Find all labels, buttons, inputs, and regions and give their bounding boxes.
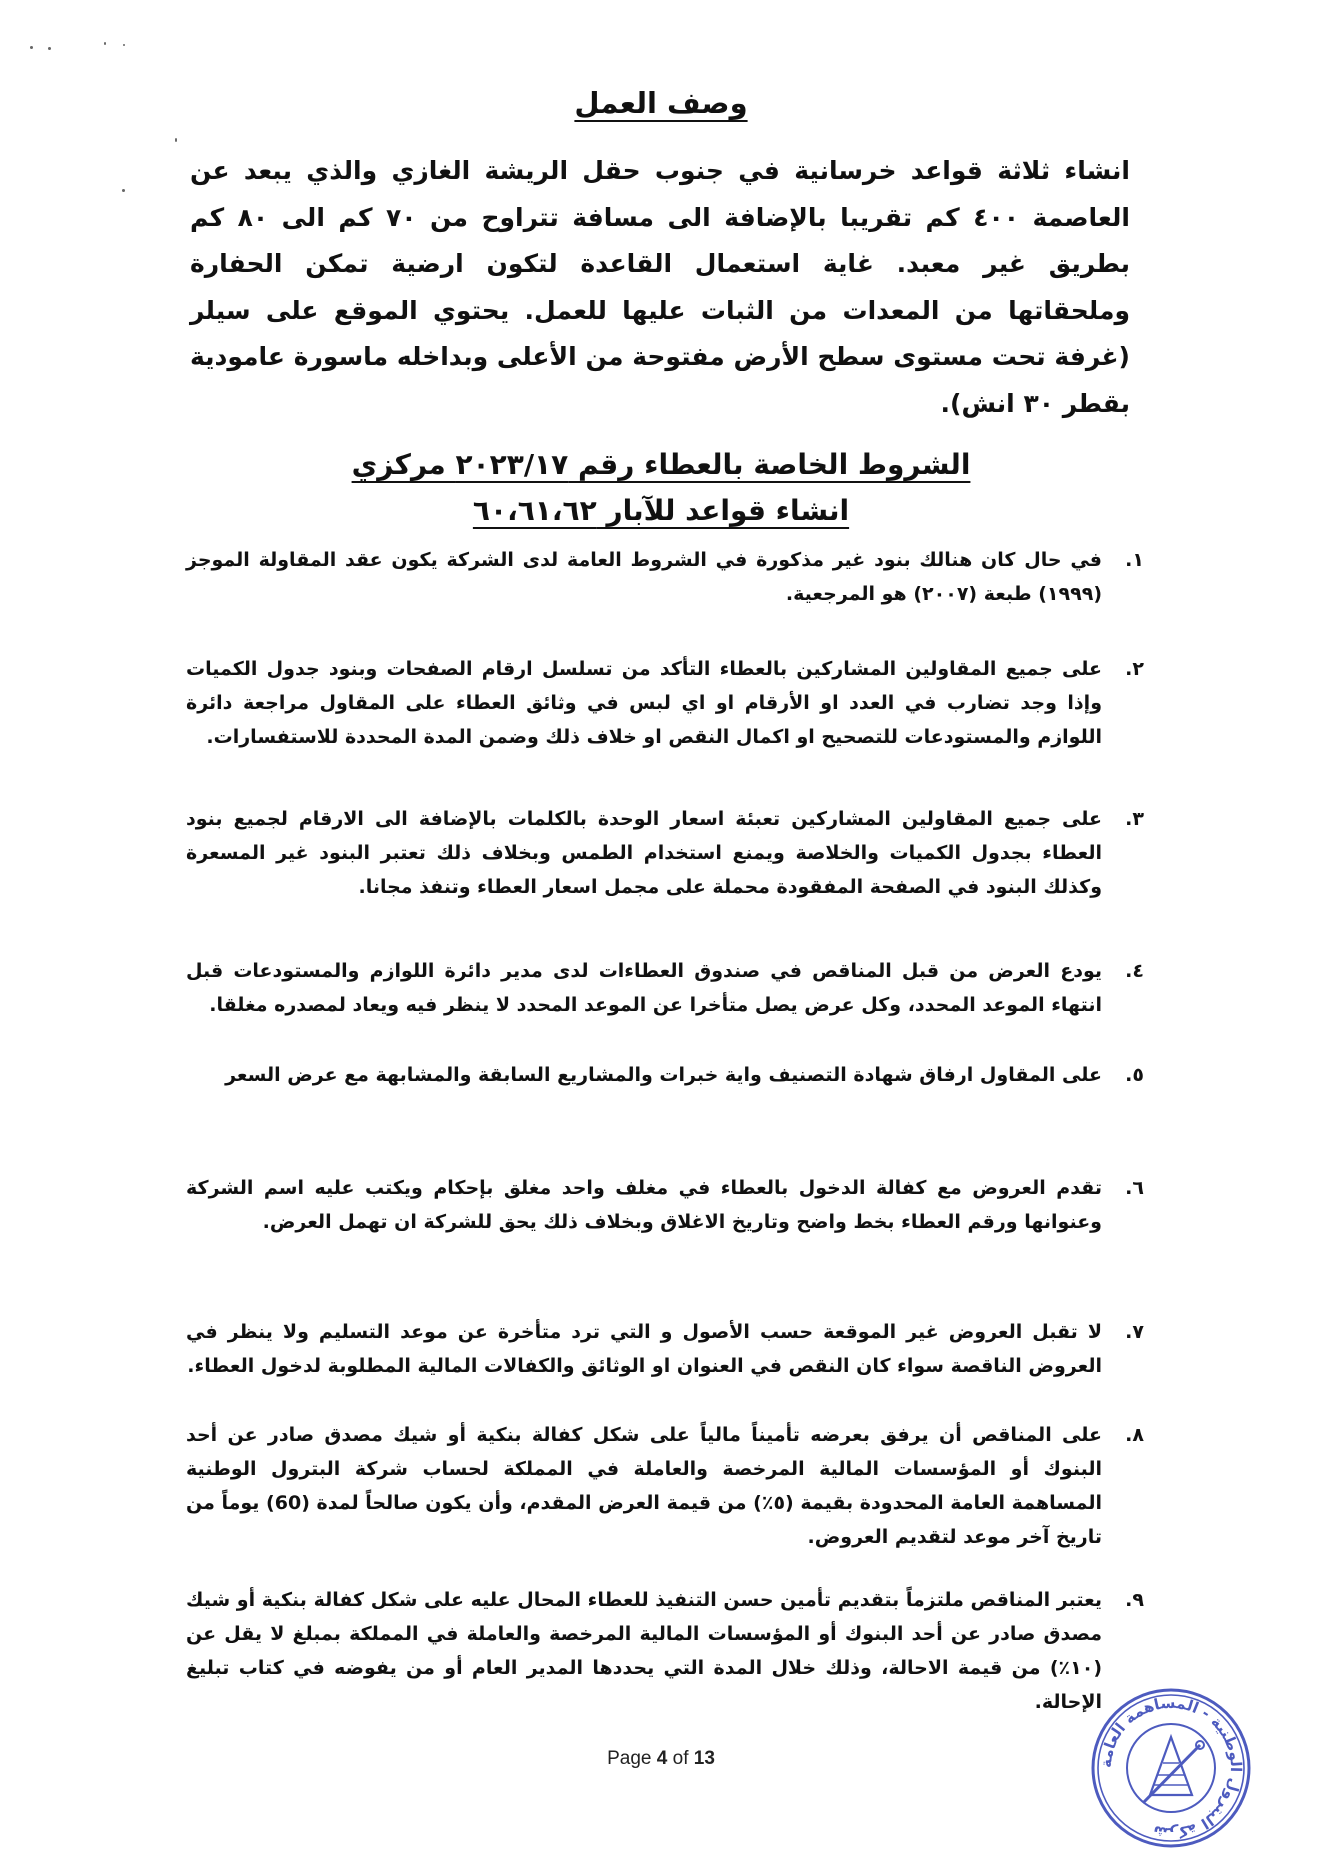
clause-number: ٥. (1125, 1064, 1144, 1086)
clause-number: ٧. (1125, 1321, 1144, 1343)
clause-number: ٦. (1125, 1177, 1144, 1199)
clause-item (186, 1058, 1144, 1092)
clause-text: في حال كان هنالك بنود غير مذكورة في الشروط العامة لدى الشركة يكون عقد المقاولة الموجز (١٩٩٩) طبعة (٢٠٠٧) هو المرجعية. (186, 549, 1102, 605)
seal-text: شركة البترول الوطنية - المساهمة العامة (1096, 1693, 1246, 1843)
clause-item (186, 1418, 1144, 1554)
company-seal-stamp (1088, 1685, 1254, 1851)
total-pages: 13 (693, 1748, 715, 1769)
current-page: 4 (656, 1748, 668, 1769)
clause-number: ٨. (1125, 1424, 1144, 1446)
clause-text: تقدم العروض مع كفالة الدخول بالعطاء في مغلف واحد مغلق بإحكام ويكتب عليه اسم الشركة وعنوانها ورقم العطاء بخط واضح وتاريخ الاغلاق وبخلاف ذلك يحق للشركة ان تهمل العرض. (186, 1177, 1102, 1233)
work-description-paragraph: انشاء ثلاثة قواعد خرسانية في جنوب حقل الريشة الغازي والذي يبعد عن العاصمة ٤٠٠ كم تقريبا بالإضافة الى مسافة تتراوح من ٧٠ كم الى ٨٠ كم بطريق غير معبد. غاية استعمال القاعدة لتكون ارضية تمكن الحفارة وملحقاتها من المعدات من الثبات عليها للعمل. يحتوي الموقع على سيلر (غرفة تحت مستوى سطح الأرض مفتوحة من الأعلى وبداخله ماسورة عامودية بقطر ٣٠ انش). (190, 156, 1130, 418)
clause-text: على جميع المقاولين المشاركين بالعطاء التأكد من تسلسل ارقام الصفحات وبنود جدول الكميات وإذا وجد تضارب في العدد او الأرقام او اي لبس في وثائق العطاء على المقاول مراجعة دائرة اللوازم والمستودعات للتصحيح او اكمال النقص او خلاف ذلك وضمن المدة المحددة للاستفسارات. (186, 658, 1102, 748)
clause-number: ١. (1125, 549, 1144, 571)
clause-text: على جميع المقاولين المشاركين تعبئة اسعار الوحدة بالكلمات بالإضافة الى الارقام لجميع بنود العطاء بجدول الكميات والخلاصة ويمنع استخدام الطمس وبخلاف ذلك تعتبر البنود غير المسعرة وكذلك البنود في الصفحة المفقودة محملة على مجمل اسعار العطاء وتنفذ مجانا. (186, 808, 1102, 898)
clause-item (186, 802, 1144, 904)
terms-subtitle: انشاء قواعد للآبار ٦٠،٦١،٦٢ (472, 494, 850, 527)
clause-number: ٢. (1125, 658, 1144, 680)
scan-speck (48, 47, 51, 50)
clause-number: ٩. (1125, 1589, 1144, 1611)
clause-item (186, 1171, 1144, 1239)
clause-item (186, 954, 1144, 1022)
clause-text: يودع العرض من قبل المناقص في صندوق العطاءات لدى مدير دائرة اللوازم والمستودعات قبل انتهاء الموعد المحدد، وكل عرض يصل متأخرا عن الموعد المحدد لا ينظر فيه ويعاد لمصدره مغلقا. (186, 960, 1102, 1016)
terms-title: الشروط الخاصة بالعطاء رقم ٢٠٢٣/١٧ مركزي (351, 448, 971, 481)
clause-text: يعتبر المناقص ملتزماً بتقديم تأمين حسن التنفيذ للعطاء المحال عليه على شكل كفالة بنكية أو شيك مصدق صادر عن أحد البنوك أو المؤسسات المالية المرخصة والعاملة في المملكة بمبلغ لا يقل عن (١٠٪) من قيمة الاحالة، وذلك خلال المدة التي يحددها المدير العام أو من يفوضه في كتاب تبليغ الإحالة. (186, 1589, 1102, 1713)
clause-item (186, 543, 1144, 611)
scan-speck (123, 44, 125, 46)
page-label: Page (607, 1748, 657, 1769)
scan-speck (122, 189, 125, 192)
clause-number: ٣. (1125, 808, 1144, 830)
clause-item (186, 1315, 1144, 1383)
clause-text: على المناقص أن يرفق بعرضه تأميناً مالياً على شكل كفالة بنكية أو شيك مصدق صادر عن أحد البنوك أو المؤسسات المالية المرخصة والعاملة في المملكة لحساب شركة البترول الوطنية المساهمة العامة المحدودة بقيمة (٥٪) من قيمة العرض المقدم، وأن يكون صالحاً لمدة (60) يوماً من تاريخ آخر موعد لتقديم العروض. (186, 1424, 1102, 1548)
scan-speck (104, 42, 106, 45)
clause-item (186, 1583, 1144, 1719)
page-of-label: of (667, 1748, 694, 1769)
clause-number: ٤. (1125, 960, 1144, 982)
clause-item (186, 652, 1144, 754)
scan-speck (175, 138, 177, 142)
section-title: وصف العمل (574, 86, 748, 120)
clause-text: على المقاول ارفاق شهادة التصنيف واية خبرات والمشاريع السابقة والمشابهة مع عرض السعر (225, 1064, 1102, 1086)
clause-text: لا تقبل العروض غير الموقعة حسب الأصول و التي ترد متأخرة عن موعد التسليم ولا ينظر في العروض الناقصة سواء كان النقص في العنوان او الوثائق والكفالات المالية المطلوبة لدخول العطاء. (186, 1321, 1102, 1377)
scan-speck (30, 46, 33, 49)
